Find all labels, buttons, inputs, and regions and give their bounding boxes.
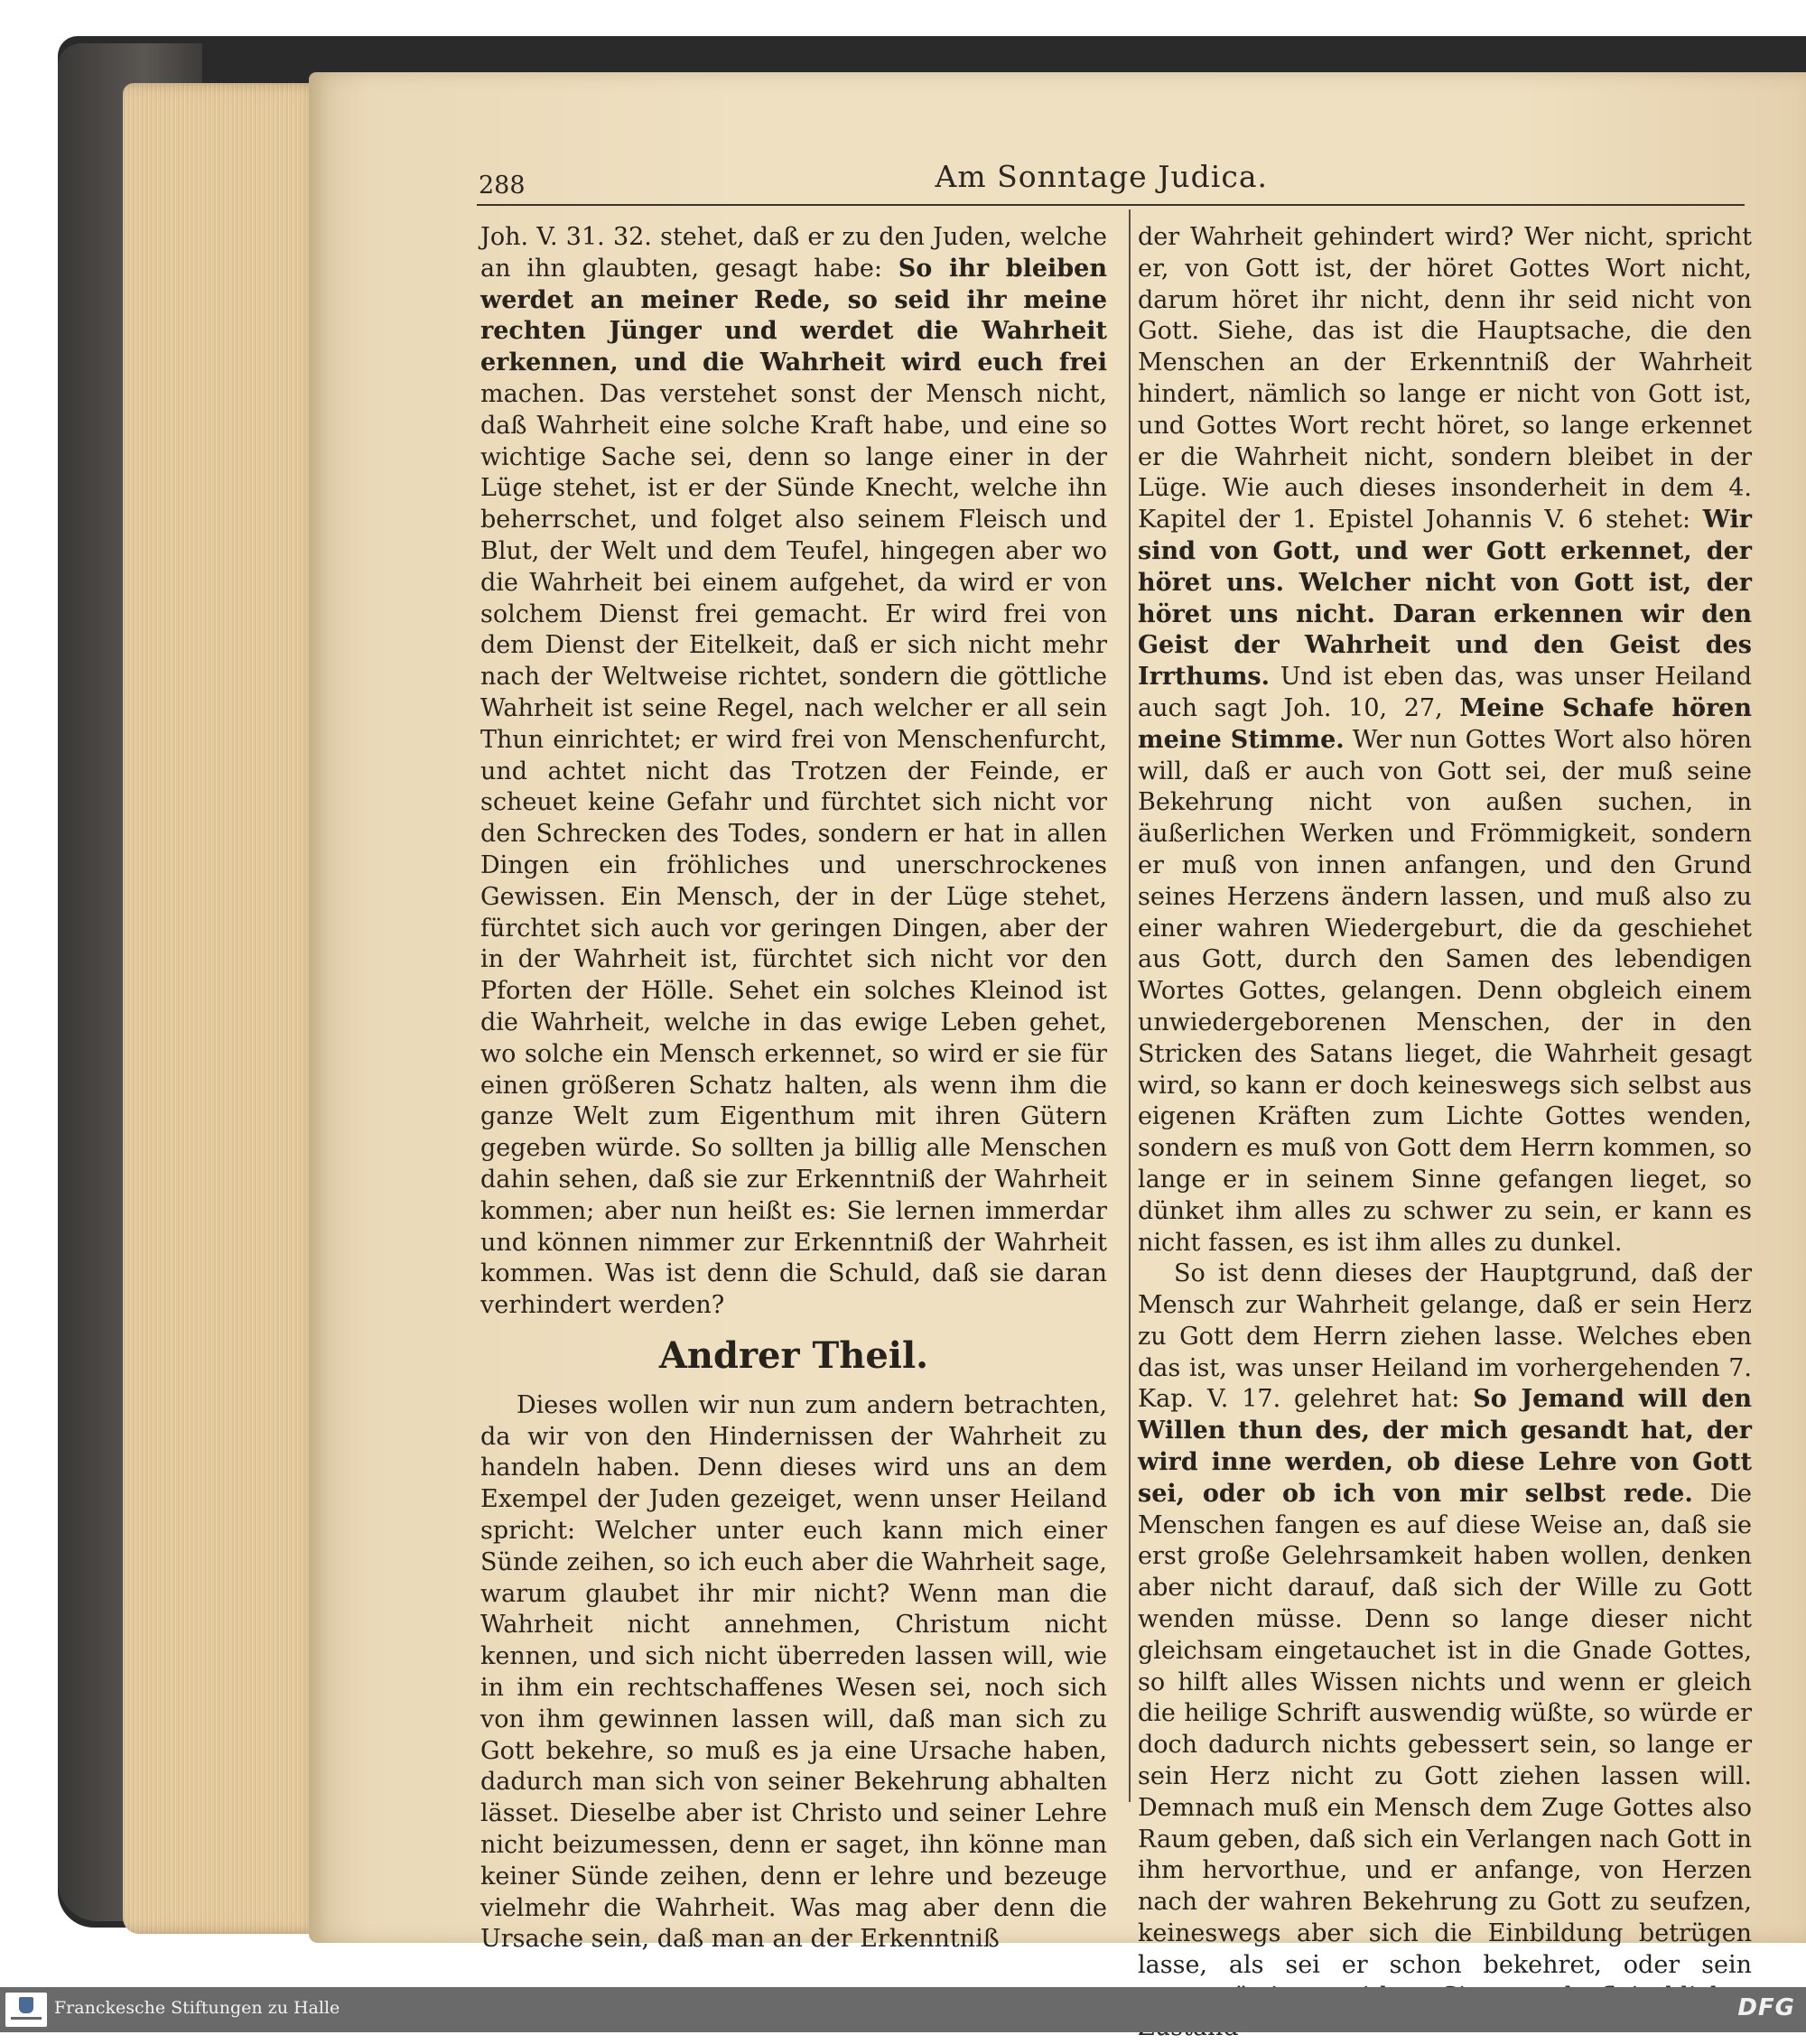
bible-quote: So Jemand will den Willen thun des, der mich gesandt hat, der wird inne werden, ob diese Lehre von Gott sei, oder ob ich von mir selbst rede. xyxy=(1138,1385,1753,1508)
column-divider xyxy=(1129,209,1131,1802)
text-run: machen. Das verstehet sonst der Mensch nicht, daß Wahrheit eine solche Kraft habe, und eine so wichtige Sache sei, denn so lange einer in der Lüge stehet, ist er der Sünde Knecht, welche ihn beherrschet, und folget also seinem Fleisch und Blut, der Welt und dem Teufel, hingegen aber wo die Wahrheit bei einem aufgehet, da wird er von solchem Dienst frei gemacht. Er wird frei von dem Dienst der Eitelkeit, daß er sich nicht mehr nach der Weltweise richtet, sondern die göttliche Wahrheit ist seine Regel, nach welcher er all sein Thun einrichtet; er wird frei von Menschenfurcht, und achtet nicht das Trotzen der Feinde, er scheuet keine Gefahr und fürchtet sich nicht vor den Schrecken des Todes, sondern er hat in allen Dingen ein fröhliches und unerschrockenes Gewissen. Ein Mensch, der in der Lüge stehet, fürchtet sich auch vor geringen Dingen, aber der in der Wahrheit ist, fürchtet sich nicht vor den Pforten der Hölle. Sehet ein solches Kleinod ist die Wahrheit, welche in das ewige Leben gehet, wo solche ein Mensch erkennet, so wird er sie für einen größeren Schatz halten, als wenn ihm die ganze Welt zum Eigenthum mit ihren Gütern gegeben würde. So sollten ja billig alle Menschen dahin sehen, daß sie zur Erkenntniß der Wahrheit kommen; aber nun heißt es: Sie lernen immerdar und können nimmer zur Erkenntniß der Wahrheit kommen. Was ist denn die Schuld, daß sie daran verhindert werden? xyxy=(480,379,1107,1320)
text-run: Joh. V. 31. 32. stehet, daß er zu den Juden, welche an ihn glaubten, gesagt habe: xyxy=(480,223,1107,283)
dfg-logo[interactable]: DFG xyxy=(1737,1994,1795,2021)
section-heading: Andrer Theil. xyxy=(658,1333,929,1377)
text-run: So ist denn dieses der Hauptgrund, daß der Mensch zur Wahrheit gelange, daß er sein Herz zu Gott dem Herrn ziehen lasse. Welches eben das ist, was unser Heiland im vorhergehenden 7. Kap. V. 17. gelehret hat: xyxy=(1138,1259,1752,1414)
paragraph xyxy=(480,222,1107,1322)
right-column xyxy=(1138,222,1752,2044)
paragraph: Dieses wollen wir nun zum andern betrachten, da wir von den Hindernissen der Wahrheit zu handeln haben. Denn dieses wird uns an dem Exempel der Juden gezeiget, wenn unser Heiland spricht: Welcher unter euch kann mich einer Sünde zeihen, so ich euch aber die Wahrheit sage, warum glaubet ihr mir nicht? Wenn man die Wahrheit nicht annehmen, Christum nicht kennen, und sich nicht überreden lassen will, wie in ihm ein rechtschaffenes Wesen sei, noch sich von ihm gewinnen lassen will, daß man sich zu Gott bekehre, so muß es ja eine Ursache haben, dadurch man sich von seiner Bekehrung abhalten lässet. Dieselbe aber ist Christo und seiner Lehre nicht beizumessen, denn er saget, ihn könne man keiner Sünde zeihen, denn er lehre und bezeuge vielmehr die Wahrheit. Was mag aber denn die Ursache sein, daß man an der Erkenntniß xyxy=(480,1390,1107,1954)
paragraph xyxy=(1138,222,1752,1259)
page-number: 288 xyxy=(479,172,526,200)
text-run: Und ist eben das, was unser Heiland auch sagt Joh. 10, 27, xyxy=(1138,663,1752,722)
running-title: Am Sonntage Judica. xyxy=(935,159,1268,194)
paragraph xyxy=(1138,1259,1752,2044)
left-column xyxy=(480,222,1107,1956)
bible-quote: Meine Schafe hören meine Stimme. xyxy=(1138,693,1752,754)
text-run: der Wahrheit gehindert wird? Wer nicht, spricht er, von Gott ist, der höret Gottes Wort nicht, darum höret ihr nicht, denn ihr seid nicht von Gott. Siehe, das ist die Hauptsache, die den Menschen an der Erkenntniß der Wahrheit hindert, nämlich so lange er nicht von Gott ist, und Gottes Wort recht höret, so lange erkennet er die Wahrheit nicht, sondern bleibet in der Lüge. Wie auch dieses insonderheit in dem 4. Kapitel der 1. Epistel Johannis V. 6 stehet: xyxy=(1138,223,1752,534)
text-run: Wer nun Gottes Wort also hören will, daß er auch von Gott sei, der muß seine Bekehrung nicht von außen suchen, in äußerlichen Werken und Frömmigkeit, sondern er muß von innen anfangen, und den Grund seines Herzens ändern lassen, und muß also zu einer wahren Wiedergeburt, die da geschiehet aus Gott, durch den Samen des lebendigen Wortes Gottes, gelangen. Denn obgleich einem unwiedergeborenen Menschen, der in den Stricken des Satans lieget, die Wahrheit gesagt wird, so kann er doch keineswegs sich selbst aus eigenen Kräften zum Lichte Gottes wenden, sondern es muß von Gott dem Herrn kommen, so lange er in seinem Sinne gefangen lieget, so dünket ihm alles zu schwer zu sein, er kann es nicht fassen, es ist ihm alles zu dunkel. xyxy=(1138,725,1752,1257)
bible-quote: So ihr bleiben werdet an meiner Rede, so seid ihr meine rechten Jünger und werdet die Wahrheit erkennen, und die Wahrheit wird euch frei xyxy=(480,254,1107,377)
page-header xyxy=(477,159,1745,206)
institution-logo-icon[interactable] xyxy=(5,1993,47,2027)
page-edges xyxy=(123,83,321,1934)
text-run: Die Menschen fangen es auf diese Weise an, daß sie erst große Gelehrsamkeit haben wollen, denken aber nicht darauf, daß sich der Wille zu Gott wenden müsse. Denn so lange dieser nicht gleichsam eingetauchet ist in die Gnade Gottes, so hilft alles Wissen nichts und wenn er gleich die heilige Schrift auswendig wüßte, so würde er doch dadurch nichts gebessert sein, so lange er sein Herz nicht zu Gott ziehen lassen will. Demnach muß ein Mensch dem Zuge Gottes also Raum geben, daß sich ein Verlangen nach Gott in ihm hervorthue, und er anfange, von Herzen nach der wahren Bekehrung zu Gott zu seufzen, keineswegs aber sich die Einbildung betrügen lasse, als sei er schon bekehret, oder sein xyxy=(1138,1479,1752,1979)
viewer-footer xyxy=(0,1987,1806,2032)
bible-quote: Wir sind von Gott, und wer Gott erkennet, der höret uns. Welcher nicht von Gott ist, der höret uns nicht. Daran erkennen wir den Geist der Wahrheit und den Geist des Irrthums. xyxy=(1138,506,1752,692)
institution-link[interactable]: Franckesche Stiftungen zu Halle xyxy=(54,1998,340,2018)
